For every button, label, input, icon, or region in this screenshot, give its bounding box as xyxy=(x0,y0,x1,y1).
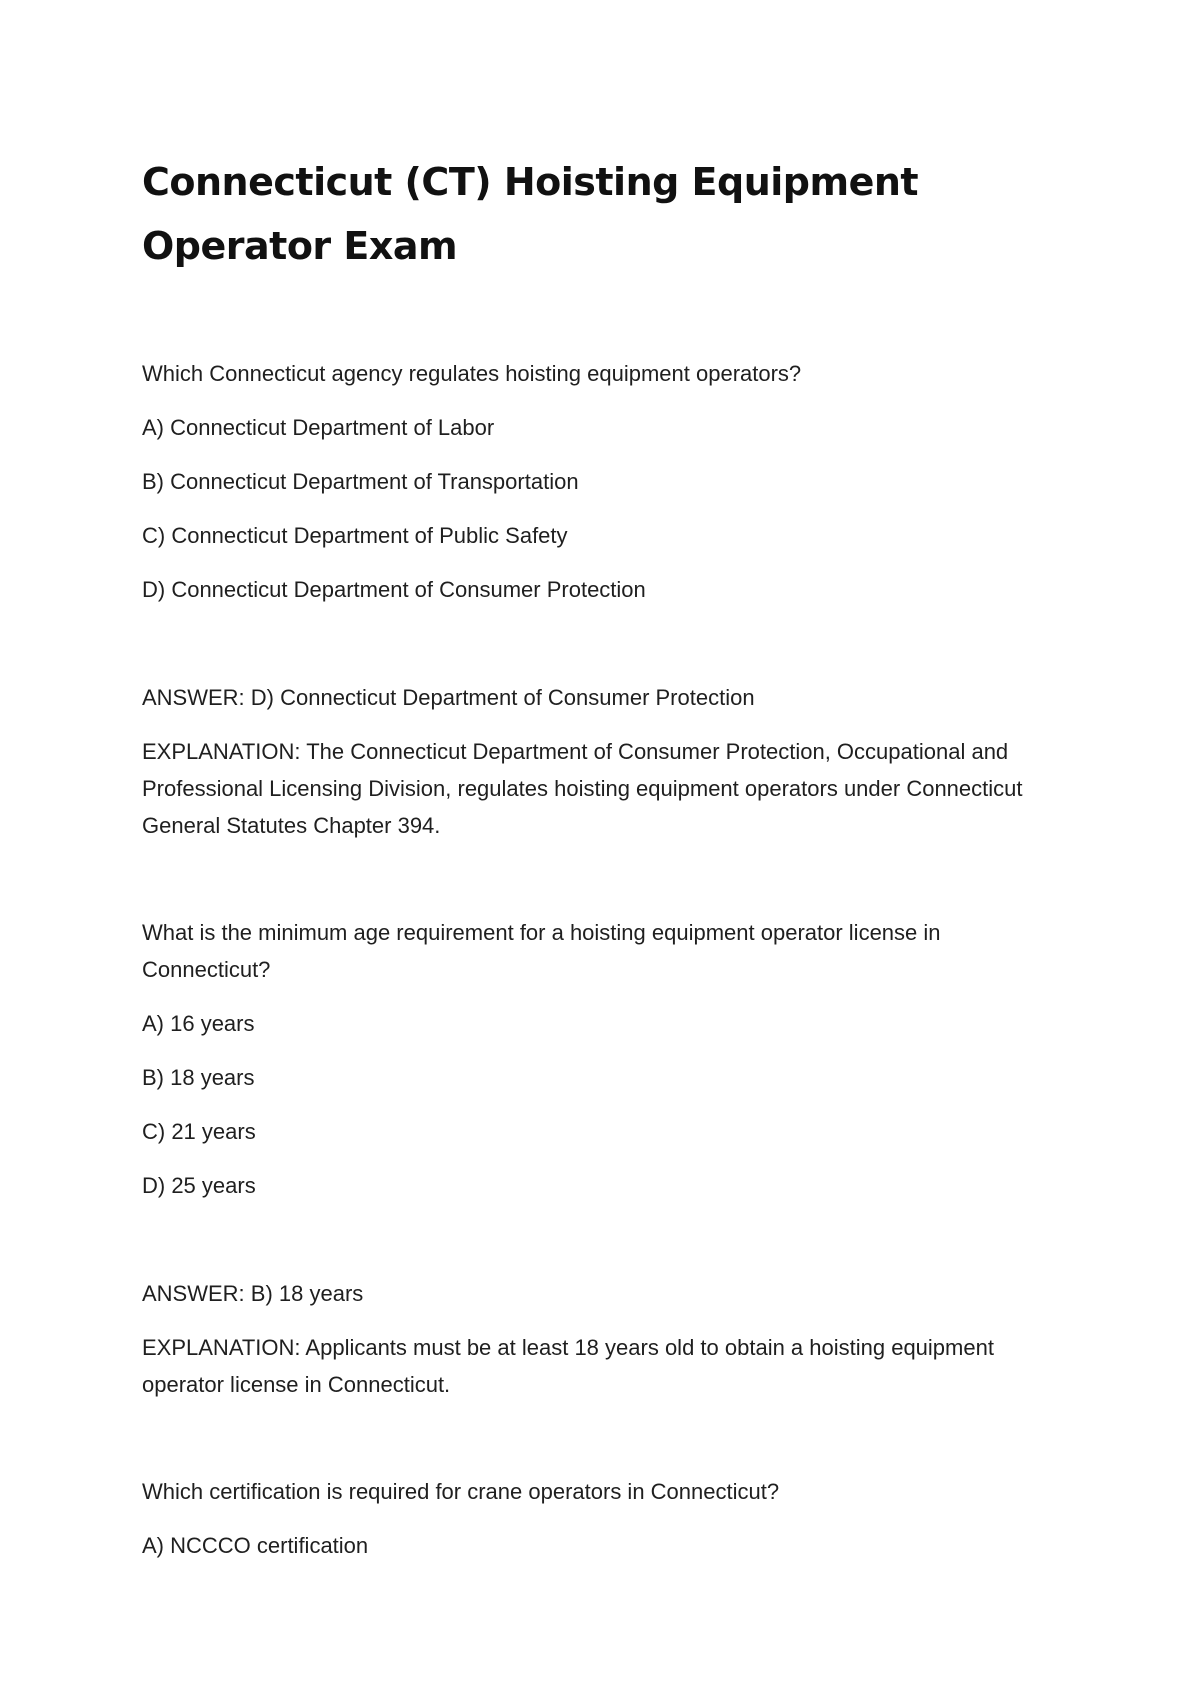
question-text: Which Connecticut agency regulates hoisting equipment operators? xyxy=(142,361,802,386)
answer-option-d: D) 25 years xyxy=(142,1173,256,1198)
question-block-1 xyxy=(142,355,1072,844)
answer-option-a: A) Connecticut Department of Labor xyxy=(142,415,495,440)
answer-text: ANSWER: D) Connecticut Department of Consumer Protection xyxy=(142,685,755,710)
explanation-text: EXPLANATION: Applicants must be at least 18 years old to obtain a hoisting equipment operator license in Connecticut. xyxy=(142,1335,994,1397)
answer-option-c: C) Connecticut Department of Public Safety xyxy=(142,523,568,548)
document-page xyxy=(142,150,1072,1564)
answer-option-a: A) NCCCO certification xyxy=(142,1533,369,1558)
answer-option-b: B) 18 years xyxy=(142,1065,255,1090)
question-block-3 xyxy=(142,1473,1072,1564)
explanation-text: EXPLANATION: The Connecticut Department of Consumer Protection, Occupational and Professional Licensing Division, regulates hoisting equipment operators under Connecticut General Statutes Chapter 394. xyxy=(142,739,1023,838)
answer-option-b: B) Connecticut Department of Transportation xyxy=(142,469,579,494)
answer-option-c: C) 21 years xyxy=(142,1119,256,1144)
page-title: Connecticut (CT) Hoisting Equipment Operator Exam xyxy=(142,160,919,268)
question-text: What is the minimum age requirement for a hoisting equipment operator license in Connecticut? xyxy=(142,920,941,982)
question-block-2 xyxy=(142,914,1072,1403)
question-text: Which certification is required for crane operators in Connecticut? xyxy=(142,1479,780,1504)
answer-option-d: D) Connecticut Department of Consumer Protection xyxy=(142,577,646,602)
answer-text: ANSWER: B) 18 years xyxy=(142,1281,364,1306)
answer-option-a: A) 16 years xyxy=(142,1011,255,1036)
